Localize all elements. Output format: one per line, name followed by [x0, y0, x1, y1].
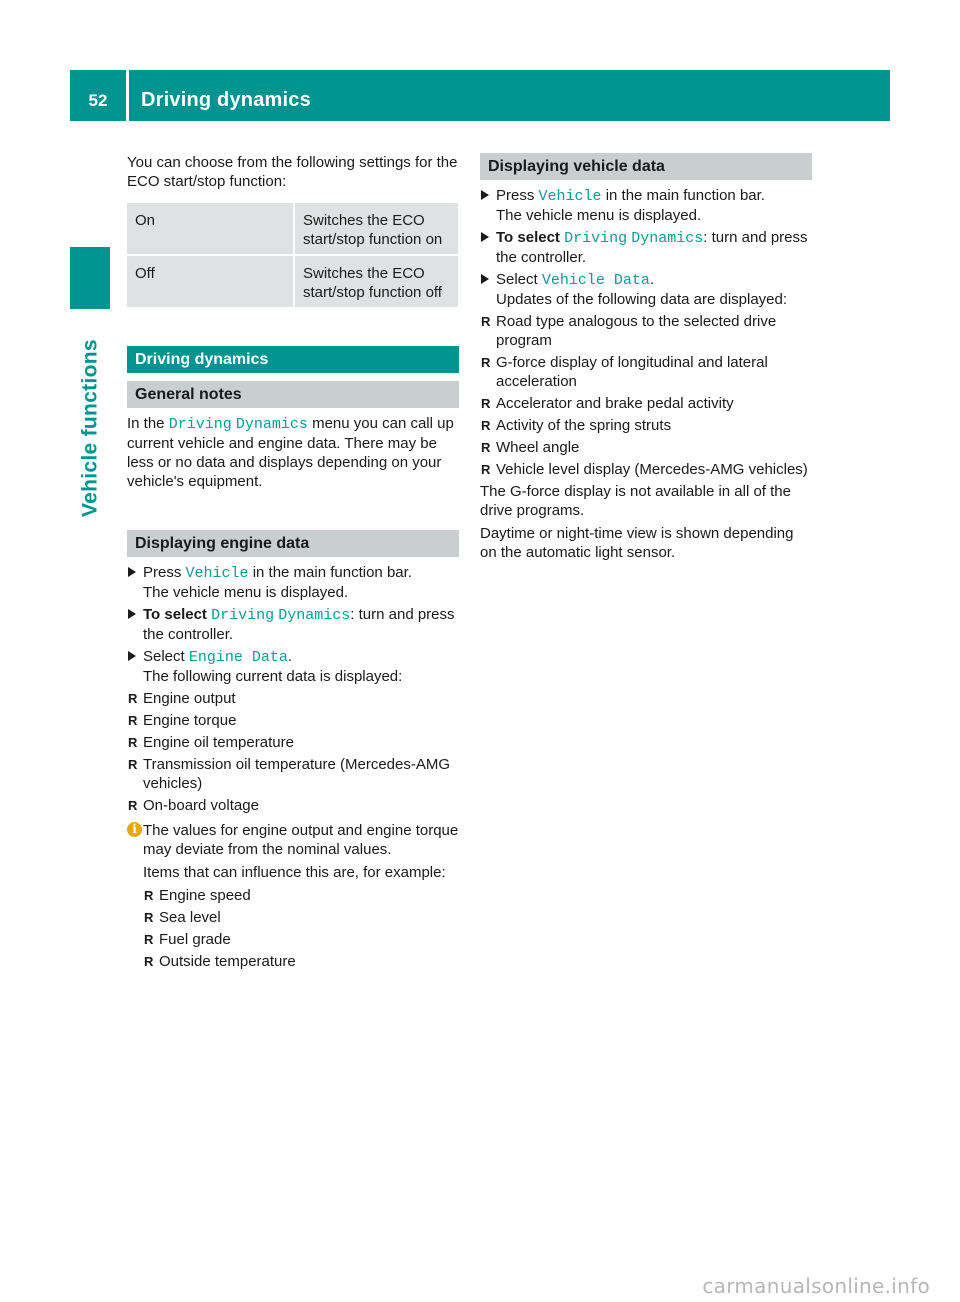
left-column — [127, 153, 459, 974]
list-item: R Accelerator and brake pedal activity — [481, 395, 734, 412]
menu-driving: Driving — [168, 416, 232, 433]
header-divider — [126, 70, 129, 121]
bullet-icon: R — [128, 798, 138, 813]
bullet-icon: R — [481, 440, 491, 455]
subheading-general-notes: General notes — [127, 381, 459, 408]
list-item: R G-force display of longitudinal and lateral acceleration — [481, 354, 768, 390]
bullet-icon: R — [481, 314, 491, 329]
sidebar-section-label: Vehicle functions — [78, 339, 102, 517]
step-select-vehicle-data: Select Vehicle Data. Updates of the following data are displayed: — [480, 270, 812, 309]
step-select-driving-dynamics: To select Driving Dynamics: turn and press the controller. — [127, 605, 459, 644]
info-subtext: Items that can influence this are, for example: — [143, 864, 446, 881]
view-note: Daytime or night-time view is shown depending on the automatic light sensor. — [480, 525, 794, 561]
page-header — [70, 70, 890, 121]
arrow-icon — [128, 609, 136, 619]
bullet-icon: R — [144, 910, 154, 925]
vehicle-data-list — [480, 312, 812, 479]
step-press-vehicle: Press Vehicle in the main function bar. The vehicle menu is displayed. — [480, 186, 812, 225]
watermark: carmanualsonline.info — [702, 1274, 930, 1298]
page-number: 52 — [88, 91, 108, 110]
arrow-icon — [481, 190, 489, 200]
list-item: R On-board voltage — [128, 797, 259, 814]
list-item: R Engine speed — [144, 887, 251, 904]
list-item: R Road type analogous to the selected drive program — [481, 313, 777, 349]
list-item: R Engine oil temperature — [128, 734, 294, 751]
bullet-icon: R — [481, 396, 491, 411]
table-row — [127, 203, 458, 254]
menu-vehicle: Vehicle — [185, 565, 249, 582]
engine-steps — [127, 563, 459, 686]
intro-text: You can choose from the following settings for the ECO start/stop function: — [127, 154, 458, 190]
gforce-note: The G-force display is not available in all of the drive programs. — [480, 483, 791, 519]
subheading-vehicle-data: Displaying vehicle data — [480, 153, 812, 180]
menu-dynamics: Dynamics — [235, 416, 308, 433]
menu-dynamics: Dynamics — [631, 230, 704, 247]
bullet-icon: R — [128, 757, 138, 772]
info-icon: i — [127, 822, 142, 837]
list-item: R Transmission oil temperature (Mercedes-AMG vehicles) — [128, 756, 451, 792]
bullet-icon: R — [128, 713, 138, 728]
bullet-icon: R — [144, 888, 154, 903]
setting-description: Switches the ECO start/stop function on — [293, 203, 458, 254]
step-press-vehicle: Press Vehicle in the main function bar. The vehicle menu is displayed. — [127, 563, 459, 602]
general-notes-text: In the Driving Dynamics menu you can call up current vehicle and engine data. There may be less or no data and displays depending on your vehicle's equipment. — [127, 415, 454, 490]
arrow-icon — [128, 567, 136, 577]
setting-name: Off — [127, 256, 293, 307]
arrow-icon — [481, 232, 489, 242]
list-item: R Vehicle level display (Mercedes-AMG vehicles) — [481, 461, 808, 478]
list-item: R Wheel angle — [481, 439, 580, 456]
setting-description: Switches the ECO start/stop function off — [293, 256, 458, 307]
bullet-icon: R — [128, 691, 138, 706]
bullet-icon: R — [144, 932, 154, 947]
info-text: The values for engine output and engine torque may deviate from the nominal values. — [143, 822, 459, 858]
influence-list — [127, 886, 459, 971]
menu-dynamics: Dynamics — [278, 607, 351, 624]
list-item: R Sea level — [144, 909, 221, 926]
menu-vehicle: Vehicle — [538, 188, 602, 205]
engine-data-list — [127, 689, 459, 815]
eco-settings-table — [127, 201, 458, 309]
right-column — [480, 153, 812, 566]
setting-name: On — [127, 203, 293, 254]
bullet-icon: R — [481, 462, 491, 477]
list-item: R Fuel grade — [144, 931, 231, 948]
step-select-driving-dynamics: To select Driving Dynamics: turn and press the controller. — [480, 228, 812, 267]
info-note — [127, 821, 459, 882]
menu-engine-data: Engine Data — [188, 649, 288, 666]
sidebar-tab — [70, 247, 110, 309]
vehicle-steps — [480, 186, 812, 309]
section-heading-driving-dynamics: Driving dynamics — [127, 346, 459, 373]
step-select-engine-data: Select Engine Data. The following current data is displayed: — [127, 647, 459, 686]
menu-driving: Driving — [211, 607, 275, 624]
list-item: R Activity of the spring struts — [481, 417, 672, 434]
arrow-icon — [128, 651, 136, 661]
list-item: R Engine output — [128, 690, 236, 707]
bullet-icon: R — [481, 355, 491, 370]
arrow-icon — [481, 274, 489, 284]
bullet-icon: R — [128, 735, 138, 750]
page-title: Driving dynamics — [141, 89, 311, 111]
table-row — [127, 256, 458, 307]
list-item: R Engine torque — [128, 712, 237, 729]
bullet-icon: R — [144, 954, 154, 969]
list-item: R Outside temperature — [144, 953, 296, 970]
subheading-engine-data: Displaying engine data — [127, 530, 459, 557]
bullet-icon: R — [481, 418, 491, 433]
menu-driving: Driving — [564, 230, 628, 247]
menu-vehicle-data: Vehicle Data — [541, 272, 650, 289]
